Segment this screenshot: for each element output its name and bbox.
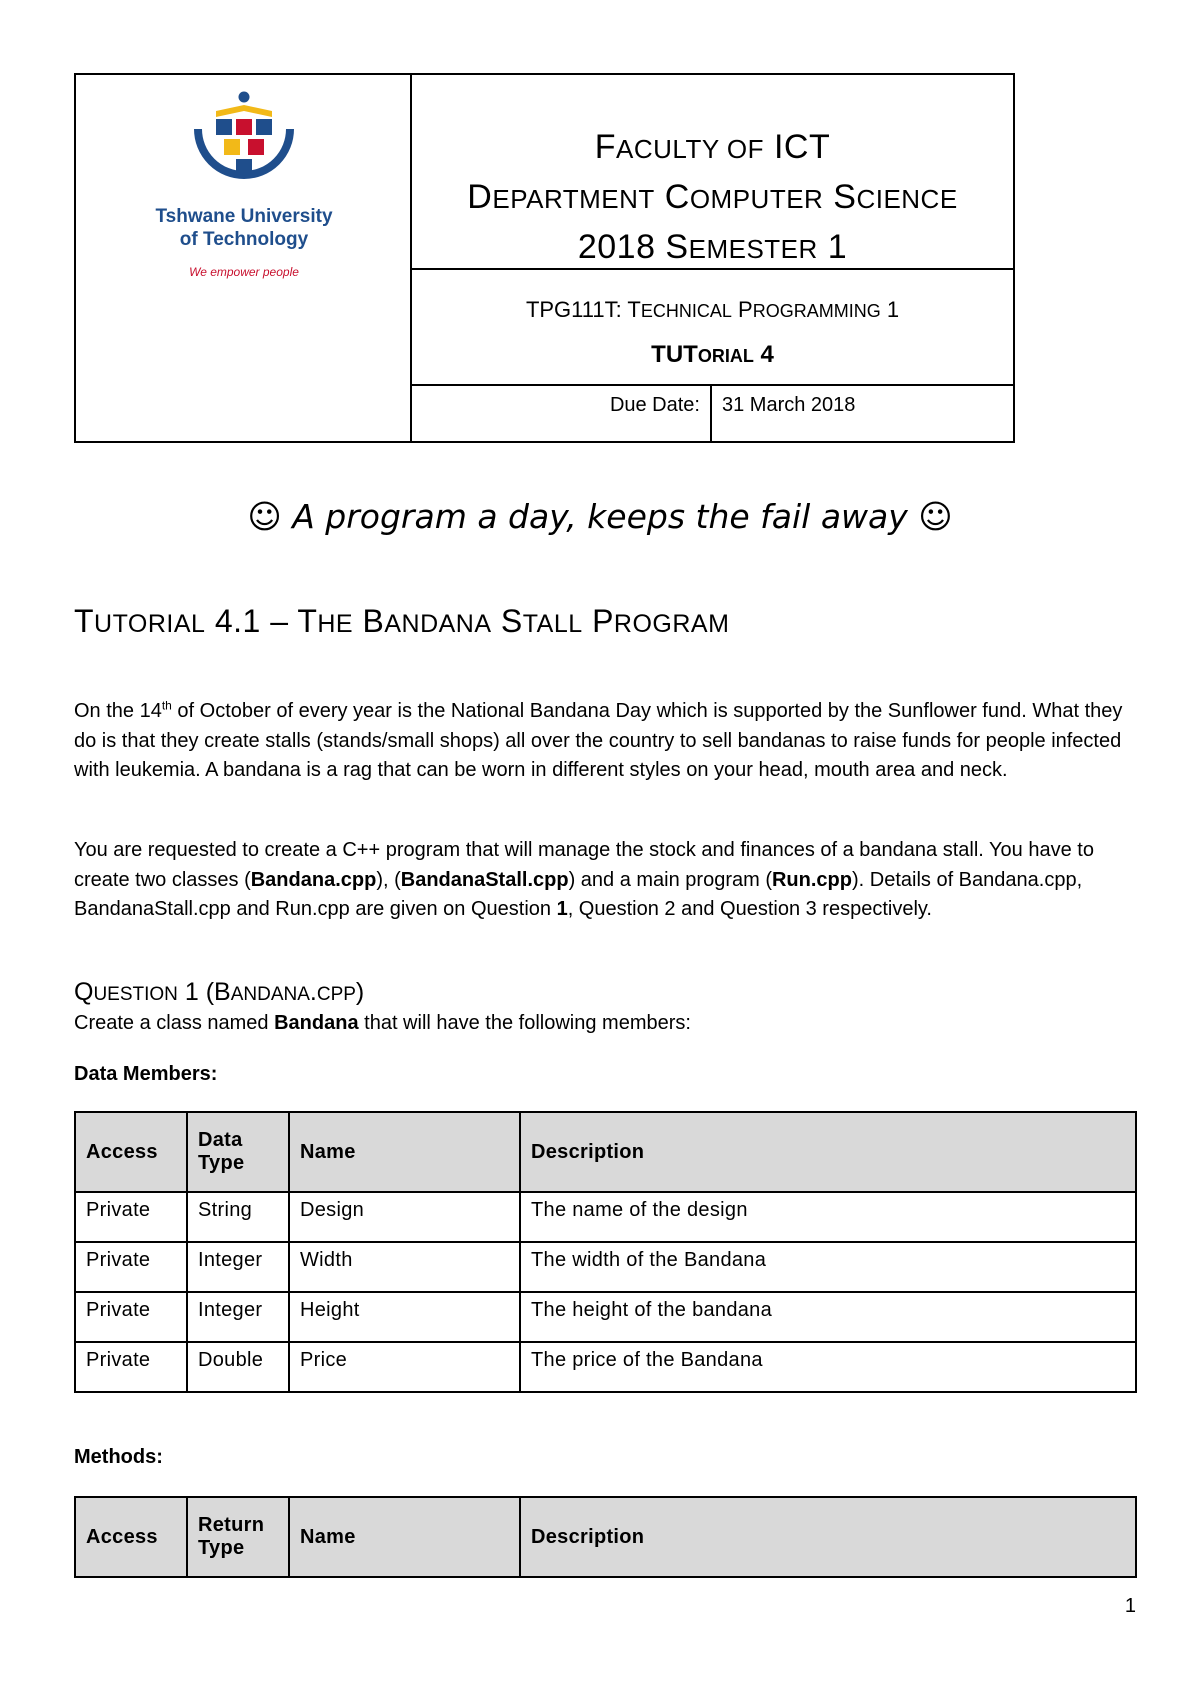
table-cell: The height of the bandana <box>520 1292 1136 1342</box>
faculty-title: FACULTY OF ICT <box>594 128 831 166</box>
logo-university-name-line1: Tshwane University <box>155 206 333 227</box>
column-header: Data Type <box>187 1112 289 1192</box>
column-header: Return Type <box>187 1497 289 1577</box>
table-row <box>75 1192 1136 1242</box>
header-box <box>74 73 1015 443</box>
table-cell: Integer <box>187 1292 289 1342</box>
table-cell: The price of the Bandana <box>520 1342 1136 1392</box>
table-cell: Private <box>75 1192 187 1242</box>
question-1-heading: QUESTION 1 (BANDANA.CPP) <box>74 978 365 1006</box>
table-cell: Integer <box>187 1242 289 1292</box>
tut-logo-icon <box>186 89 302 199</box>
logo-university-name-line2: of Technology <box>179 229 309 250</box>
tutorial-title: TUTORIAL 4 <box>651 341 774 368</box>
data-members-label: Data Members: <box>74 1063 218 1085</box>
table-cell: Design <box>289 1192 520 1242</box>
intro-paragraph: On the 14th of October of every year is the National Bandana Day which is supported by the Sunflower fund. What they do is that they create stalls (stands/small shops) all over the country to sell bandanas to raise funds for people infected with leukemia. A bandana is a rag that can be worn in different styles on your head, mouth area and neck. <box>74 698 1123 781</box>
table-row <box>75 1342 1136 1392</box>
table-header-row <box>75 1112 1136 1192</box>
course-title: TPG111T: TECHNICAL PROGRAMMING 1 <box>525 297 900 322</box>
data-members-table <box>74 1111 1137 1393</box>
column-header: Access <box>75 1112 187 1192</box>
course-cell <box>412 270 1013 386</box>
motto: ☺ A program a day, keeps the fail away ☺ <box>247 497 953 536</box>
column-header: Description <box>520 1497 1136 1577</box>
table-cell: Price <box>289 1342 520 1392</box>
table-cell: Height <box>289 1292 520 1342</box>
logo-tagline: We empower people <box>189 265 299 279</box>
question-1-intro: Create a class named Bandana that will have the following members: <box>74 1012 691 1034</box>
table-row <box>75 1292 1136 1342</box>
semester-title: 2018 SEMESTER 1 <box>577 228 848 266</box>
table-cell: String <box>187 1192 289 1242</box>
due-date-value: 31 March 2018 <box>722 394 856 416</box>
table-cell: Width <box>289 1242 520 1292</box>
column-header: Description <box>520 1112 1136 1192</box>
methods-table <box>74 1496 1137 1578</box>
due-date-label: Due Date: <box>412 386 712 441</box>
methods-label: Methods: <box>74 1446 163 1468</box>
table-cell: The name of the design <box>520 1192 1136 1242</box>
table-cell: The width of the Bandana <box>520 1242 1136 1292</box>
table-cell: Private <box>75 1292 187 1342</box>
table-row <box>75 1242 1136 1292</box>
department-title: DEPARTMENT COMPUTER SCIENCE <box>467 178 958 216</box>
table-header-row <box>75 1497 1136 1577</box>
due-date-row <box>412 386 1013 441</box>
column-header: Access <box>75 1497 187 1577</box>
column-header: Name <box>289 1497 520 1577</box>
table-cell: Private <box>75 1242 187 1292</box>
page-number: 1 <box>1124 1595 1136 1617</box>
tutorial-heading: TUTORIAL 4.1 – THE BANDANA STALL PROGRAM <box>74 603 730 639</box>
faculty-cell <box>412 75 1013 270</box>
logo-cell <box>76 75 412 441</box>
table-cell: Double <box>187 1342 289 1392</box>
table-cell: Private <box>75 1342 187 1392</box>
requirements-paragraph: You are requested to create a C++ program that will manage the stock and finances of a bandana stall. You have to create two classes (Bandana.cpp), (BandanaStall.cpp) and a main program (Run.cpp). Details of Bandana.cpp, BandanaStall.cpp and Run.cpp are given on Question 1, Question 2 and Question 3 respectively. <box>74 839 1094 920</box>
column-header: Name <box>289 1112 520 1192</box>
header-info <box>412 75 1013 441</box>
